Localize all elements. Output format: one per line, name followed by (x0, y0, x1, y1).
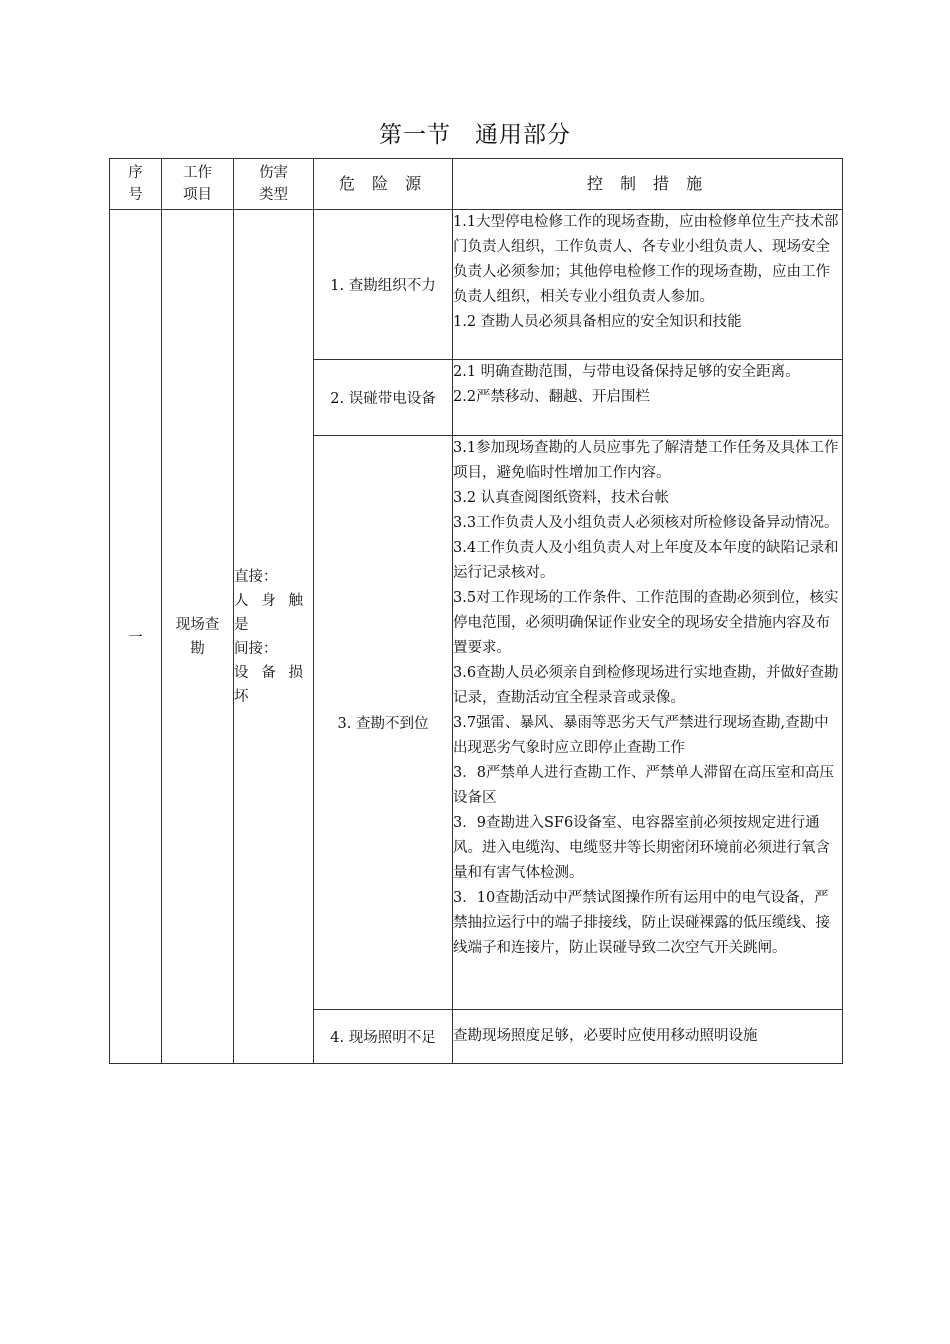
injury-line: 人 身 触 (234, 592, 303, 609)
measure-item: 2.2严禁移动、翻越、开启围栏 (453, 389, 651, 405)
injury-line: 是 (234, 616, 249, 633)
measure-item: 3．8严禁单人进行查勘工作、严禁单人滞留在高压室和高压设备区 (453, 765, 834, 806)
injury-type-cell (234, 210, 314, 1064)
measure-item: 1.2 查勘人员必须具备相应的安全知识和技能 (453, 314, 742, 330)
measures-cell (453, 360, 843, 436)
hazard-cell: 3. 查勘不到位 (314, 436, 453, 1010)
measure-item: 3.7强雷、暴风、暴雨等恶劣天气严禁进行现场查勘,查勘中出现恶劣气象时应立即停止查勘工作 (453, 715, 829, 756)
seq-cell: 一 (110, 210, 162, 1064)
header-item: 工作项目 (162, 159, 234, 210)
table-row (110, 210, 843, 360)
measures-cell (453, 436, 843, 1010)
measure-item: 3．10查勘活动中严禁试图操作所有运用中的电气设备，严禁抽拉运行中的端子排接线，防止误碰裸露的低压缆线、接线端子和连接片，防止误碰导致二次空气开关跳闸。 (453, 890, 830, 956)
injury-line: 间接： (234, 640, 278, 657)
table-header-row (110, 159, 843, 210)
measure-item: 3．9查勘进入SF6设备室、电容器室前必须按规定进行通风。进入电缆沟、电缆竖井等长期密闭环境前必须进行氧含量和有害气体检测。 (453, 815, 830, 881)
measure-item: 3.4工作负责人及小组负责人对上年度及本年度的缺陷记录和运行记录核对。 (453, 540, 839, 581)
measures-cell (453, 1010, 843, 1064)
measure-item: 3.2 认真查阅图纸资料，技术台帐 (453, 490, 670, 506)
measure-item: 3.5对工作现场的工作条件、工作范围的查勘必须到位，核实停电范围，必须明确保证作业安全的现场安全措施内容及布置要求。 (453, 590, 839, 656)
measure-item: 查勘现场照度足够，必要时应使用移动照明设施 (453, 1028, 758, 1044)
header-control: 控 制 措 施 (453, 159, 843, 210)
header-hazard: 危 险 源 (314, 159, 453, 210)
measures-cell (453, 210, 843, 360)
measure-item: 1.1大型停电检修工作的现场查勘，应由检修单位生产技术部门负责人组织，工作负责人、各专业小组负责人、现场安全负责人必须参加；其他停电检修工作的现场查勘，应由工作负责人组织，相关专业小组负责人参加。 (453, 214, 839, 305)
header-seq: 序号 (110, 159, 162, 210)
injury-line: 坏 (234, 688, 249, 705)
hazard-cell: 1. 查勘组织不力 (314, 210, 453, 360)
page-title: 第一节 通用部分 (379, 122, 571, 148)
item-cell: 现场查勘 (162, 210, 234, 1064)
measure-item: 3.1参加现场查勘的人员应事先了解清楚工作任务及具体工作项目，避免临时性增加工作内容。 (453, 440, 839, 481)
measure-item: 2.1 明确查勘范围，与带电设备保持足够的安全距离。 (453, 364, 800, 380)
safety-measures-table (109, 158, 843, 1064)
injury-line: 设 备 损 (234, 664, 303, 681)
measure-item: 3.6查勘人员必须亲自到检修现场进行实地查勘，并做好查勘记录，查勘活动宜全程录音或录像。 (453, 665, 839, 706)
hazard-cell: 2. 误碰带电设备 (314, 360, 453, 436)
injury-line: 直接： (234, 568, 278, 585)
header-injury: 伤害类型 (234, 159, 314, 210)
hazard-cell: 4. 现场照明不足 (314, 1010, 453, 1064)
measure-item: 3.3工作负责人及小组负责人必须核对所检修设备异动情况。 (453, 515, 839, 531)
